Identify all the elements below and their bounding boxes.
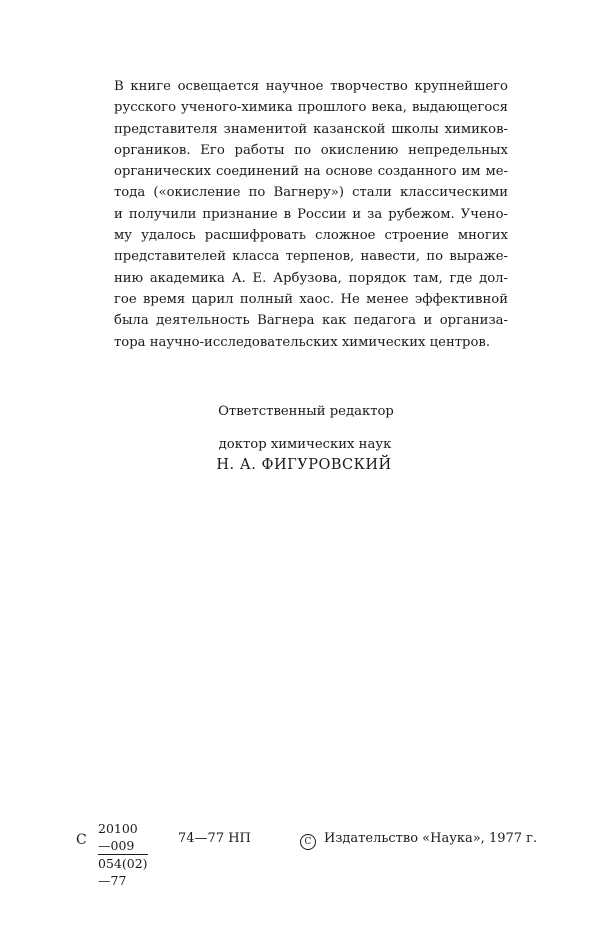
abstract-line: В книге освещается научное творчество крупнейшего (114, 79, 508, 94)
abstract-line: представителя знаменитой казанской школы химиков- (114, 121, 508, 137)
abstract-line: тода («окисление по Вагнеру») стали классическими (114, 185, 508, 201)
editor-name: Н. А. ФИГУРОВСКИЙ (216, 457, 392, 473)
abstract-line: органических соединений на основе созданного им ме- (114, 164, 508, 180)
index-fraction (98, 820, 148, 889)
abstract-text (114, 76, 508, 353)
abstract-line: представителей класса терпенов, навести, по выраже- (114, 249, 508, 265)
copyright-line (300, 831, 537, 850)
abstract-line: и получили признание в России и за рубежом. Учено- (114, 206, 508, 222)
index-numerator: 20100—009 (98, 820, 148, 855)
abstract-line: му удалось расшифровать сложное строение многих (114, 228, 508, 244)
editor-role: Ответственный редактор (218, 404, 394, 419)
abstract-line: тора научно-исследовательских химических центров. (114, 334, 491, 350)
abstract-line: нию академика А. Е. Арбузова, порядок там, где дол- (114, 270, 508, 286)
abstract-line: русского ученого-химика прошлого века, выдающегося (114, 100, 508, 116)
editor-credit (0, 402, 600, 475)
abstract-line: была деятельность Вагнера как педагога и организа- (114, 313, 508, 329)
copyright-icon: C (300, 834, 316, 850)
publisher-text: Издательство «Наука», 1977 г. (324, 831, 538, 846)
abstract-line: гое время царил полный хаос. Не менее эффективной (114, 291, 508, 307)
imprint-footer (0, 820, 600, 888)
editor-degree: доктор химических наук (218, 437, 392, 452)
index-letter: С (76, 832, 87, 848)
index-suffix: 74—77 НП (178, 831, 251, 846)
abstract-line: органиков. Его работы по окислению непредельных (114, 142, 508, 158)
index-denominator: 054(02) —77 (98, 856, 148, 888)
